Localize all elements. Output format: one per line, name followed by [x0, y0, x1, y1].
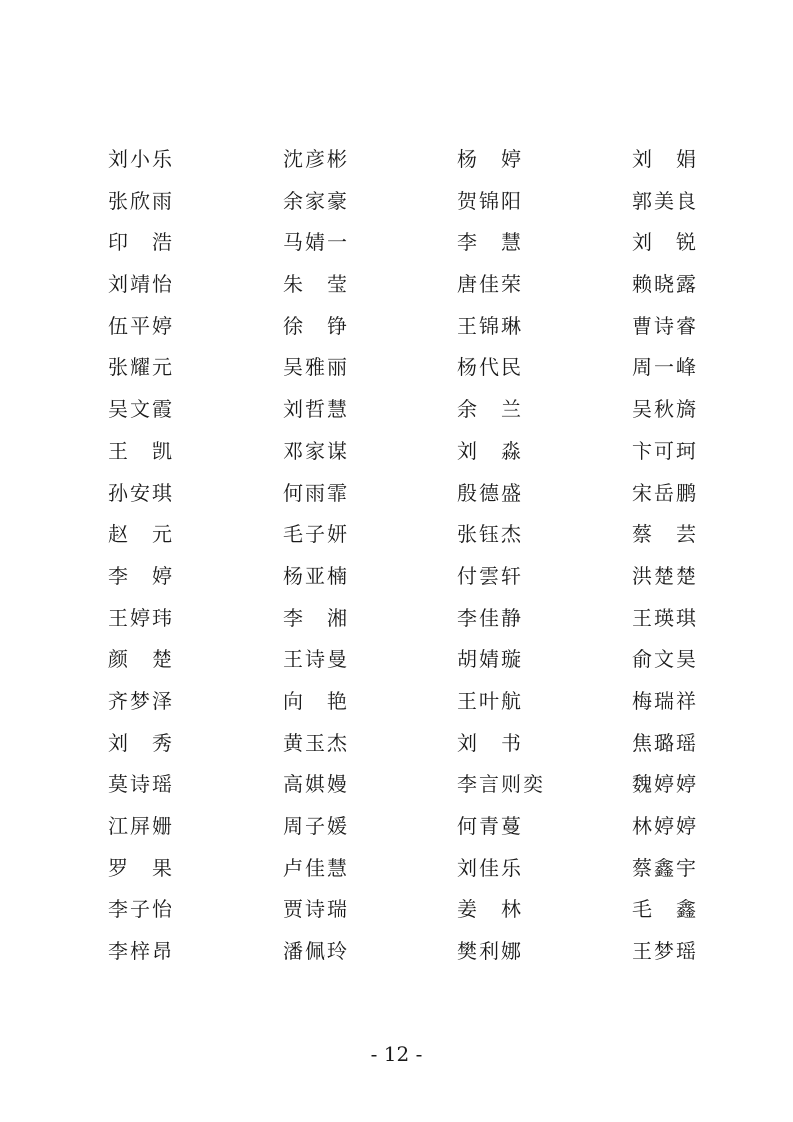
name-entry: 余 兰 — [457, 397, 523, 422]
name-entry: 姜 林 — [457, 897, 523, 922]
name-entry: 王婷玮 — [108, 605, 174, 630]
name-entry: 刘 书 — [457, 730, 523, 755]
name-entry: 江屏姗 — [108, 814, 174, 838]
name-entry: 毛子妍 — [283, 522, 349, 547]
name-entry: 杨代民 — [457, 355, 523, 380]
name-entry: 向 艳 — [283, 688, 349, 713]
name-row — [0, 473, 793, 515]
name-row — [0, 306, 793, 348]
name-entry: 李佳静 — [457, 605, 523, 630]
name-entry: 刘 娟 — [632, 147, 698, 171]
name-entry: 赖晓露 — [632, 272, 698, 297]
name-entry: 吴秋旖 — [632, 397, 698, 422]
name-entry: 王叶航 — [457, 688, 523, 713]
name-entry: 刘小乐 — [108, 147, 174, 171]
name-entry: 林婷婷 — [632, 814, 698, 838]
name-entry: 刘靖怡 — [108, 272, 174, 297]
name-entry: 李言则奕 — [457, 772, 545, 797]
name-entry: 殷德盛 — [457, 480, 523, 505]
name-entry: 伍平婷 — [108, 313, 174, 338]
name-row — [0, 514, 793, 556]
name-entry: 蔡 芸 — [632, 522, 698, 547]
name-entry: 毛 鑫 — [632, 897, 698, 922]
name-entry: 张耀元 — [108, 355, 174, 380]
name-entry: 孙安琪 — [108, 480, 174, 505]
name-entry: 王 凯 — [108, 438, 174, 463]
name-entry: 王诗曼 — [283, 647, 349, 672]
name-entry: 吴雅丽 — [283, 355, 349, 380]
name-entry: 颜 楚 — [108, 647, 174, 672]
name-entry: 何青蔓 — [457, 814, 523, 838]
name-entry: 赵 元 — [108, 522, 174, 547]
name-entry: 莫诗瑶 — [108, 772, 174, 797]
name-row — [0, 264, 793, 306]
name-row — [0, 639, 793, 681]
name-entry: 李子怡 — [108, 897, 174, 922]
name-entry: 李 慧 — [457, 230, 523, 255]
name-row — [0, 139, 793, 181]
name-entry: 沈彦彬 — [283, 147, 349, 171]
name-entry: 蔡鑫宇 — [632, 855, 698, 880]
name-entry: 宋岳鹏 — [632, 480, 698, 505]
name-row — [0, 681, 793, 723]
name-entry: 齐梦泽 — [108, 688, 174, 713]
name-row — [0, 723, 793, 765]
name-row — [0, 764, 793, 806]
name-row — [0, 931, 793, 973]
name-entry: 王瑛琪 — [632, 605, 698, 630]
name-row — [0, 347, 793, 389]
name-entry: 印 浩 — [108, 230, 174, 255]
name-row — [0, 889, 793, 931]
name-entry: 郭美良 — [632, 188, 698, 213]
name-entry: 焦璐瑶 — [632, 730, 698, 755]
name-entry: 付雲轩 — [457, 563, 523, 588]
name-entry: 王梦瑶 — [632, 939, 698, 964]
name-entry: 罗 果 — [108, 855, 174, 880]
name-entry: 张钰杰 — [457, 522, 523, 547]
name-entry: 魏婷婷 — [632, 772, 698, 797]
name-entry: 唐佳荣 — [457, 272, 523, 297]
name-entry: 洪楚楚 — [632, 563, 698, 588]
name-entry: 曹诗睿 — [632, 313, 698, 338]
name-entry: 杨亚楠 — [283, 563, 349, 588]
name-row — [0, 181, 793, 223]
name-entry: 高娸嫚 — [283, 772, 349, 797]
name-entry: 何雨霏 — [283, 480, 349, 505]
name-entry: 张欣雨 — [108, 188, 174, 213]
name-entry: 李 婷 — [108, 563, 174, 588]
name-row — [0, 431, 793, 473]
name-entry: 余家豪 — [283, 188, 349, 213]
name-entry: 贾诗瑞 — [283, 897, 349, 922]
name-entry: 梅瑞祥 — [632, 688, 698, 713]
name-entry: 刘 淼 — [457, 438, 523, 463]
name-entry: 杨 婷 — [457, 147, 523, 171]
name-entry: 刘哲慧 — [283, 397, 349, 422]
name-entry: 李梓昂 — [108, 939, 174, 964]
name-row — [0, 222, 793, 264]
name-row — [0, 806, 793, 848]
name-entry: 周子媛 — [283, 814, 349, 838]
name-row — [0, 848, 793, 890]
name-entry: 黄玉杰 — [283, 730, 349, 755]
name-entry: 刘 秀 — [108, 730, 174, 755]
name-entry: 吴文霞 — [108, 397, 174, 422]
name-entry: 胡婧璇 — [457, 647, 523, 672]
name-entry: 徐 铮 — [283, 313, 349, 338]
name-entry: 潘佩玲 — [283, 939, 349, 964]
name-entry: 周一峰 — [632, 355, 698, 380]
name-list — [0, 139, 793, 973]
name-entry: 卢佳慧 — [283, 855, 349, 880]
name-entry: 樊利娜 — [457, 939, 523, 964]
name-entry: 王锦琳 — [457, 313, 523, 338]
page-number: - 12 - — [370, 1042, 423, 1066]
name-entry: 贺锦阳 — [457, 188, 523, 213]
name-row — [0, 598, 793, 640]
name-entry: 刘佳乐 — [457, 855, 523, 880]
name-entry: 邓家谋 — [283, 438, 349, 463]
name-row — [0, 389, 793, 431]
name-row — [0, 556, 793, 598]
name-entry: 刘 锐 — [632, 230, 698, 255]
name-entry: 俞文昊 — [632, 647, 698, 672]
name-entry: 李 湘 — [283, 605, 349, 630]
name-entry: 马婧一 — [283, 230, 349, 255]
name-entry: 朱 莹 — [283, 272, 349, 297]
name-entry: 卞可珂 — [632, 438, 698, 463]
